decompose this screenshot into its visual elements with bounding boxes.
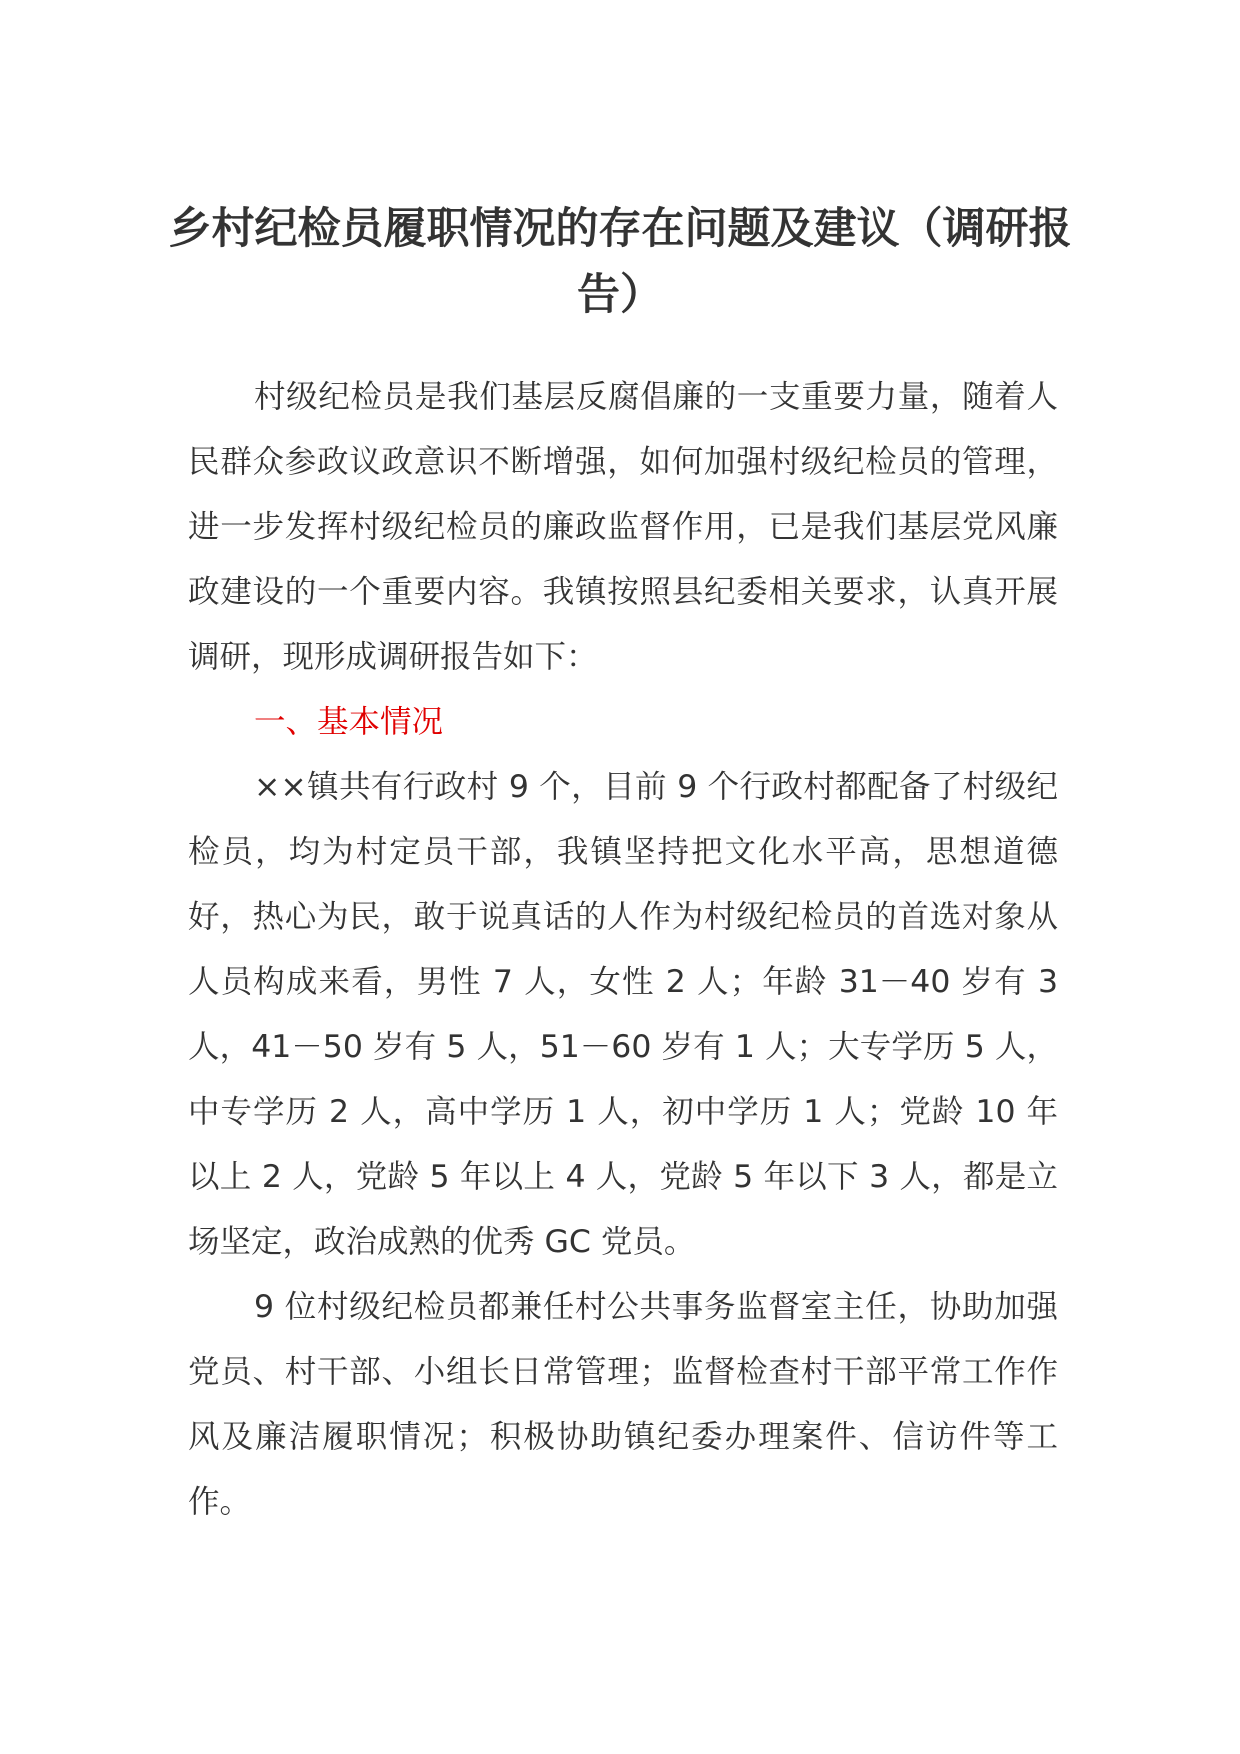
section-heading-basic-situation: 一、基本情况 [254, 704, 444, 740]
intro-paragraph: 村级纪检员是我们基层反腐倡廉的一支重要力量，随着人民群众参政议政意识不断增强，如何加强村级纪检员的管理，进一步发挥村级纪检员的廉政监督作用，已是我们基层党风廉政建设的一个重要内容。我镇按照县纪委相关要求，认真开展调研，现形成调研报告如下： [188, 379, 1058, 675]
document-body [188, 365, 1058, 1535]
document-title: 乡村纪检员履职情况的存在问题及建议（调研报告） [168, 204, 1072, 320]
basic-situation-paragraph-2: 9 位村级纪检员都兼任村公共事务监督室主任，协助加强党员、村干部、小组长日常管理；监督检查村干部平常工作作风及廉洁履职情况；积极协助镇纪委办理案件、信访件等工作。 [188, 1289, 1058, 1520]
basic-situation-paragraph-1: ××镇共有行政村 9 个，目前 9 个行政村都配备了村级纪检员，均为村定员干部，我镇坚持把文化水平高，思想道德好，热心为民，敢于说真话的人作为村级纪检员的首选对象从人员构成来看，男性 7 人，女性 2 人；年龄 31－40 岁有 3 人，41－50 岁有 5 人，51－60 岁有 1 人；大专学历 5 人，中专学历 2 人，高中学历 1 人，初中学历 1 人；党龄 10 年以上 2 人，党龄 5 年以上 4 人，党龄 5 年以下 3 人，都是立场坚定，政治成熟的优秀 GC 党员。 [188, 769, 1058, 1260]
